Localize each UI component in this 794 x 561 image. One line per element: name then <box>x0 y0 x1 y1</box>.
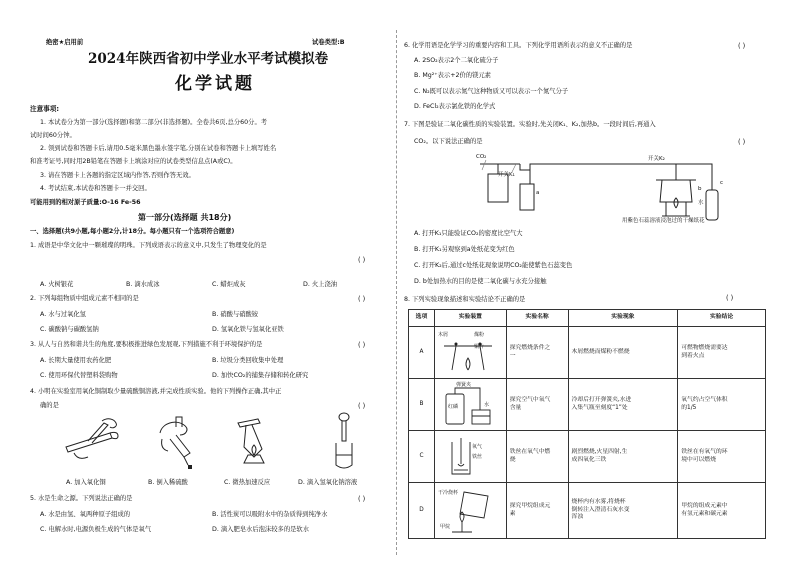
conclusion-cell <box>678 327 766 379</box>
conclusion-line: 氧气约占空气体积 <box>681 397 728 403</box>
fig-label: 铜片 <box>473 343 484 350</box>
apparatus-cell <box>434 379 506 431</box>
notice-item: 1. 本试卷分为第一部分(选择题)和第二部分(非选择题)。全卷共6页,总分60分。考 <box>40 119 268 126</box>
q7-option-c: C. 打开K₂后,通过c处纸花现象说明CO₂能使紫色石蕊变色 <box>414 262 573 269</box>
q5-stem: 5. 水是生命之源。下列说法正确的是 <box>30 495 133 502</box>
q7-option-b: B. 打开K₁另观察到a处纸花变为红色 <box>414 246 515 253</box>
phenomenon-line: 浑浊 <box>571 514 584 521</box>
notice-heading: 注意事项: <box>30 105 60 113</box>
q7-answer-paren: ( ) <box>738 138 746 146</box>
name-line: 一 <box>509 352 516 359</box>
name-line: 烧 <box>509 456 516 463</box>
q4-stem: 4. 小明在实验室用氧化铜制取少量硫酸铜溶液,并完成性质实验。他的下列操作正确,其中正 <box>30 388 282 395</box>
option-cell: D <box>409 483 435 539</box>
option-cell: A <box>409 327 435 379</box>
q2-stem: 2. 下列每组物质中组成元素不相同的是 <box>30 295 139 302</box>
notice-item: 3. 请在答题卡上各题的指定区域内作答,否则作答无效。 <box>40 172 195 179</box>
q7-label-co2: CO₂ <box>476 154 487 160</box>
q1-stem: 1. 成语是中华文化中一颗璀璨的明珠。下列成语表示的意义中,只发生了物理变化的是 <box>30 242 267 249</box>
column-divider <box>396 30 397 555</box>
q7-label-a: a <box>536 190 540 196</box>
table-row <box>409 327 766 379</box>
phenomenon-line: 烧杯内有水雾,将烧杯 <box>571 499 626 506</box>
name-line: 含量 <box>509 404 522 411</box>
q6-option-d: D. FeCl₂表示氯化铁的化学式 <box>414 103 496 110</box>
name-line: 铁丝在氧气中燃 <box>509 449 551 455</box>
q2-option-a: A. 水与过氧化氢 <box>40 311 86 318</box>
q8-col-name: 实验名称 <box>506 310 568 327</box>
q6-stem: 6. 化学用语是化学学习的重要内容和工具。下列化学用语所表示的意义不正确的是 <box>404 42 633 49</box>
fig-label: 氧气 <box>471 443 482 450</box>
notice-item: 2. 领到试卷和答题卡后,请用0.5毫米黑色墨水签字笔,分别在试卷和答题卡上填写姓名 <box>40 145 277 152</box>
conclusion-line: 铁丝在有氧气的环 <box>681 449 728 455</box>
q6-option-b: B. Mg²⁺表示+2价的镁元素 <box>414 72 491 79</box>
q4-figure-c <box>224 413 282 471</box>
fig-label: 弹簧夹 <box>455 381 471 388</box>
exam-title: 2024年陕西省初中学业水平考试模拟卷 <box>88 51 329 67</box>
conclusion-line: 的1/5 <box>681 404 697 411</box>
notice-item: 和准考证号,同时用2B铅笔在答题卡上填涂对应的试卷类型信息点(A或C)。 <box>30 158 237 165</box>
q3-option-d: D. 加快CO₂的捕集存储和转化研究 <box>212 372 309 379</box>
fig-label: 煤粉 <box>473 331 484 338</box>
q3-option-a: A. 长期大量使用农药化肥 <box>40 357 112 364</box>
q6-option-a: A. 2SO₂表示2个二氧化硫分子 <box>414 57 499 64</box>
q2-option-d: D. 氢氧化铁与氢氧化亚铁 <box>212 326 284 333</box>
q7-option-a: A. 打开K₁只能验证CO₂的密度比空气大 <box>414 230 523 237</box>
q1-answer-paren: ( ) <box>358 256 366 264</box>
q7-stem-cont: CO₂。以下说法正确的是 <box>414 138 483 145</box>
q5-option-a: A. 水是由氢、氧两种原子组成的 <box>40 511 131 518</box>
conclusion-line: 有氢元素和碳元素 <box>681 510 728 517</box>
q1-option-b: B. 滴水成冰 <box>126 281 160 288</box>
section-heading: 一、选择题(共9小题,每小题2分,计18分。每小题只有一个选项符合题意) <box>30 228 235 235</box>
phenomenon-line: 剧烈燃烧,火星四射,生 <box>571 449 628 455</box>
conclusion-line: 境中可以燃烧 <box>681 456 717 463</box>
phenomenon-line: 冷却后打开弹簧夹,水进 <box>571 397 632 403</box>
table-row <box>409 379 766 431</box>
part1-title: 第一部分(选择题 共18分) <box>138 213 232 222</box>
paper-type: 试卷类型:B <box>312 39 345 46</box>
conclusion-cell <box>678 379 766 431</box>
q7-caption: 用紫色石蕊溶液浸泡过的干燥纸花 <box>622 218 705 224</box>
q8-col-conclusion: 实验结论 <box>678 310 766 327</box>
conclusion-line: 到着火点 <box>681 352 705 359</box>
phenomenon-cell <box>568 483 678 539</box>
q6-answer-paren: ( ) <box>738 42 746 50</box>
apparatus-cell <box>434 327 506 379</box>
name-cell <box>506 379 568 431</box>
conclusion-line: 甲烷的组成元素中 <box>681 503 728 509</box>
fig-label: 铁丝 <box>471 453 482 460</box>
q4-option-a: A. 加入氧化铜 <box>66 479 106 486</box>
conclusion-line: 可燃物燃烧需要达 <box>681 345 728 351</box>
option-cell: C <box>409 431 435 483</box>
q8-table <box>408 309 766 539</box>
q7-stem: 7. 下图是验证二氧化碳性质的实验装置。实验时,先关闭K₁、K₂,加热b。一段时间后,再通入 <box>404 121 656 128</box>
table-row <box>409 483 766 539</box>
table-row <box>409 431 766 483</box>
phenomenon-cell <box>568 379 678 431</box>
q8-stem: 8. 下列实验现象描述和实验结论不正确的是 <box>404 296 526 303</box>
q4-stem-cont: 确的是 <box>40 402 59 409</box>
q7-apparatus <box>476 150 736 226</box>
fig-label: 干冷烧杯 <box>437 489 458 496</box>
q7-label-c: c <box>720 180 724 186</box>
name-line: 素 <box>509 510 516 517</box>
q3-option-c: C. 使用环保代替塑料袋购物 <box>40 372 118 379</box>
q7-label-k1: 开关K₁ <box>498 172 515 178</box>
q5-option-d: D. 滴入肥皂水后泡沫较多的是软水 <box>212 526 310 533</box>
q5-answer-paren: ( ) <box>358 495 366 503</box>
conclusion-cell <box>678 483 766 539</box>
q4-figure-b <box>140 413 210 471</box>
q1-option-a: A. 火树银花 <box>40 281 74 288</box>
conclusion-cell <box>678 431 766 483</box>
fig-label: 木屑 <box>437 331 448 338</box>
q2-option-c: C. 碳酸钠与碳酸氢钠 <box>40 326 99 333</box>
q2-answer-paren: ( ) <box>358 295 366 303</box>
fig-label: 甲烷 <box>439 523 450 530</box>
notice-item: 4. 考试结束,本试卷和答题卡一并交回。 <box>40 185 151 192</box>
q7-option-d: D. b处加热水的目的是使二氧化碳与水充分接触 <box>414 278 547 285</box>
subject-title: 化学试题 <box>175 74 255 94</box>
q4-option-b: B. 倒入稀硫酸 <box>148 479 188 486</box>
q3-stem: 3. 从人与自然和谐共生的角度,要积极推进绿色发展观,下列措施不利于环境保护的是 <box>30 341 263 348</box>
secret-label: 绝密★启用前 <box>46 39 84 46</box>
q5-option-b: B. 活性炭可以吸附水中的杂质得到纯净水 <box>212 511 328 518</box>
q1-option-d: D. 火上浇油 <box>303 281 338 288</box>
name-line: 探究燃烧条件之 <box>509 345 551 351</box>
fig-label: 红磷 <box>447 403 458 410</box>
phenomenon-line: 成四氧化三铁 <box>571 456 607 463</box>
q3-option-b: B. 垃圾分类回收集中处理 <box>212 357 284 364</box>
q8-col-option: 选项 <box>409 310 435 327</box>
phenomenon-cell <box>568 431 678 483</box>
right-column <box>404 0 770 561</box>
q8-apparatus-c <box>438 434 498 480</box>
q8-col-apparatus: 实验装置 <box>434 310 506 327</box>
q5-option-c: C. 电解水时,电源负极生成的气体是氧气 <box>40 526 152 533</box>
option-cell: B <box>409 379 435 431</box>
apparatus-cell <box>434 483 506 539</box>
q8-col-phenomenon: 实验现象 <box>568 310 678 327</box>
q6-option-c: C. N₂既可以表示氮气这种物质又可以表示一个氮气分子 <box>414 88 569 95</box>
name-cell <box>506 431 568 483</box>
phenomenon-line: 木屑燃烧而煤粉不燃烧 <box>571 348 630 355</box>
q7-label-b: b <box>698 186 702 192</box>
q3-answer-paren: ( ) <box>358 341 366 349</box>
q7-label-water: 水 <box>698 200 704 206</box>
name-cell <box>506 483 568 539</box>
left-column <box>28 0 390 561</box>
q4-figure-d <box>324 411 364 471</box>
q8-answer-paren: ( ) <box>726 294 734 302</box>
notice-item: 试时间60分钟。 <box>30 132 76 139</box>
q4-option-c: C. 微热加速反应 <box>224 479 271 486</box>
q4-figure-a <box>58 413 128 465</box>
name-cell <box>506 327 568 379</box>
apparatus-cell <box>434 431 506 483</box>
q1-option-c: C. 蜡炬成灰 <box>212 281 246 288</box>
atomic-mass: 可能用到的相对原子质量:O-16 Fe-56 <box>30 199 141 206</box>
q4-answer-paren: ( ) <box>358 402 366 410</box>
name-line: 探究空气中氧气 <box>509 397 551 403</box>
q2-option-b: B. 硝酸与硝酸铵 <box>212 311 259 318</box>
phenomenon-cell <box>568 327 678 379</box>
q4-option-d: D. 滴入氢氧化钠溶液 <box>298 479 358 486</box>
q8-table-header-row <box>409 310 766 327</box>
q7-label-k2: 开关K₂ <box>648 156 665 162</box>
phenomenon-line: 倒转注入澄清石灰水变 <box>571 506 630 513</box>
fig-label: 水 <box>483 401 489 408</box>
phenomenon-line: 入集气瓶至刻度“1”处 <box>571 404 628 411</box>
name-line: 探究甲烷组成元 <box>509 503 551 509</box>
